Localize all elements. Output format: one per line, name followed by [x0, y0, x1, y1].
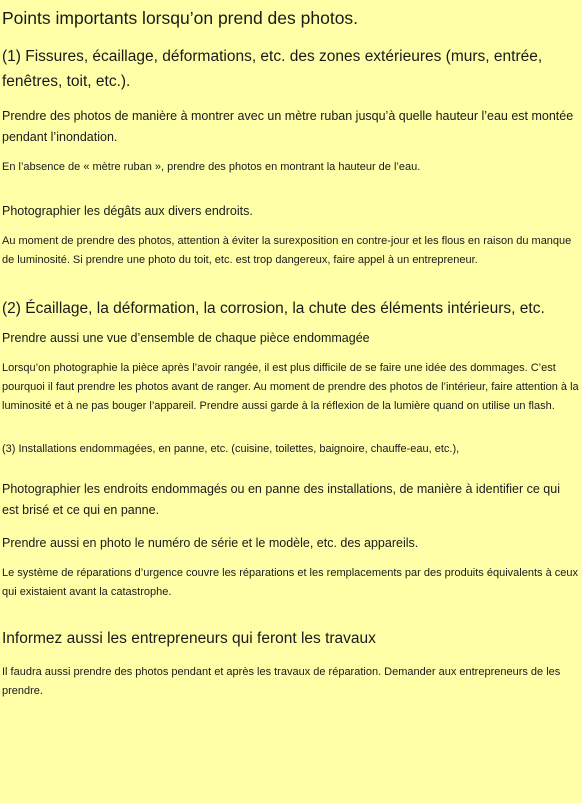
section-2-note-tidy: Lorsqu’on photographie la pièce après l’avoir rangée, il est plus difficile de se faire une idée des dommages. C’est pourquoi il faut prendre les photos avant de ranger. Au moment de prendre des photos de l’intérieur, faire attention à la luminosité et à ne pas bouger l’appareil. Prendre aussi garde à la réflexion de la lumière quand on utilise un flash. — [2, 362, 579, 412]
section-2-instruction-overview: Prendre aussi une vue d’ensemble de chaque pièce endommagée — [2, 331, 370, 345]
section-1-instruction-damage: Photographier les dégâts aux divers endroits. — [2, 204, 253, 218]
section-3-heading: (3) Installations endommagées, en panne, etc. (cuisine, toilettes, baignoire, chauffe-eau, etc.), — [2, 443, 460, 455]
section-4-heading: Informez aussi les entrepreneurs qui feront les travaux — [2, 630, 376, 647]
section-3-note-repairs: Le système de réparations d’urgence couvre les réparations et les remplacements par des produits équivalents à ceux qui existaient avant la catastrophe. — [2, 567, 578, 598]
section-1-instruction-tape: Prendre des photos de manière à montrer avec un mètre ruban jusqu’à quelle hauteur l’eau est montée pendant l’inondation. — [2, 109, 574, 144]
section-1-note-exposure: Au moment de prendre des photos, attention à éviter la surexposition en contre-jour et les flous en raison du manque de luminosité. Si prendre une photo du toit, etc. est trop dangereux, faire appel à un entrepreneur. — [2, 235, 572, 266]
section-2-heading: (2) Écaillage, la déformation, la corrosion, la chute des éléments intérieurs, etc. — [2, 300, 545, 317]
section-3-instruction-serial: Prendre aussi en photo le numéro de série et le modèle, etc. des appareils. — [2, 536, 419, 550]
section-1-heading: (1) Fissures, écaillage, déformations, etc. des zones extérieures (murs, entrée, fenêtres, toit, etc.). — [2, 48, 543, 90]
section-1-note-tape: En l’absence de « mètre ruban », prendre des photos en montrant la hauteur de l’eau. — [2, 161, 421, 173]
section-3-instruction-identify: Photographier les endroits endommagés ou en panne des installations, de manière à identifier ce qui est brisé et ce qui en panne. — [2, 482, 560, 517]
page-title: Points importants lorsqu’on prend des photos. — [2, 8, 359, 28]
section-4-note-contractors: Il faudra aussi prendre des photos pendant et après les travaux de réparation. Demander aux entrepreneurs de les prendre. — [2, 666, 561, 697]
